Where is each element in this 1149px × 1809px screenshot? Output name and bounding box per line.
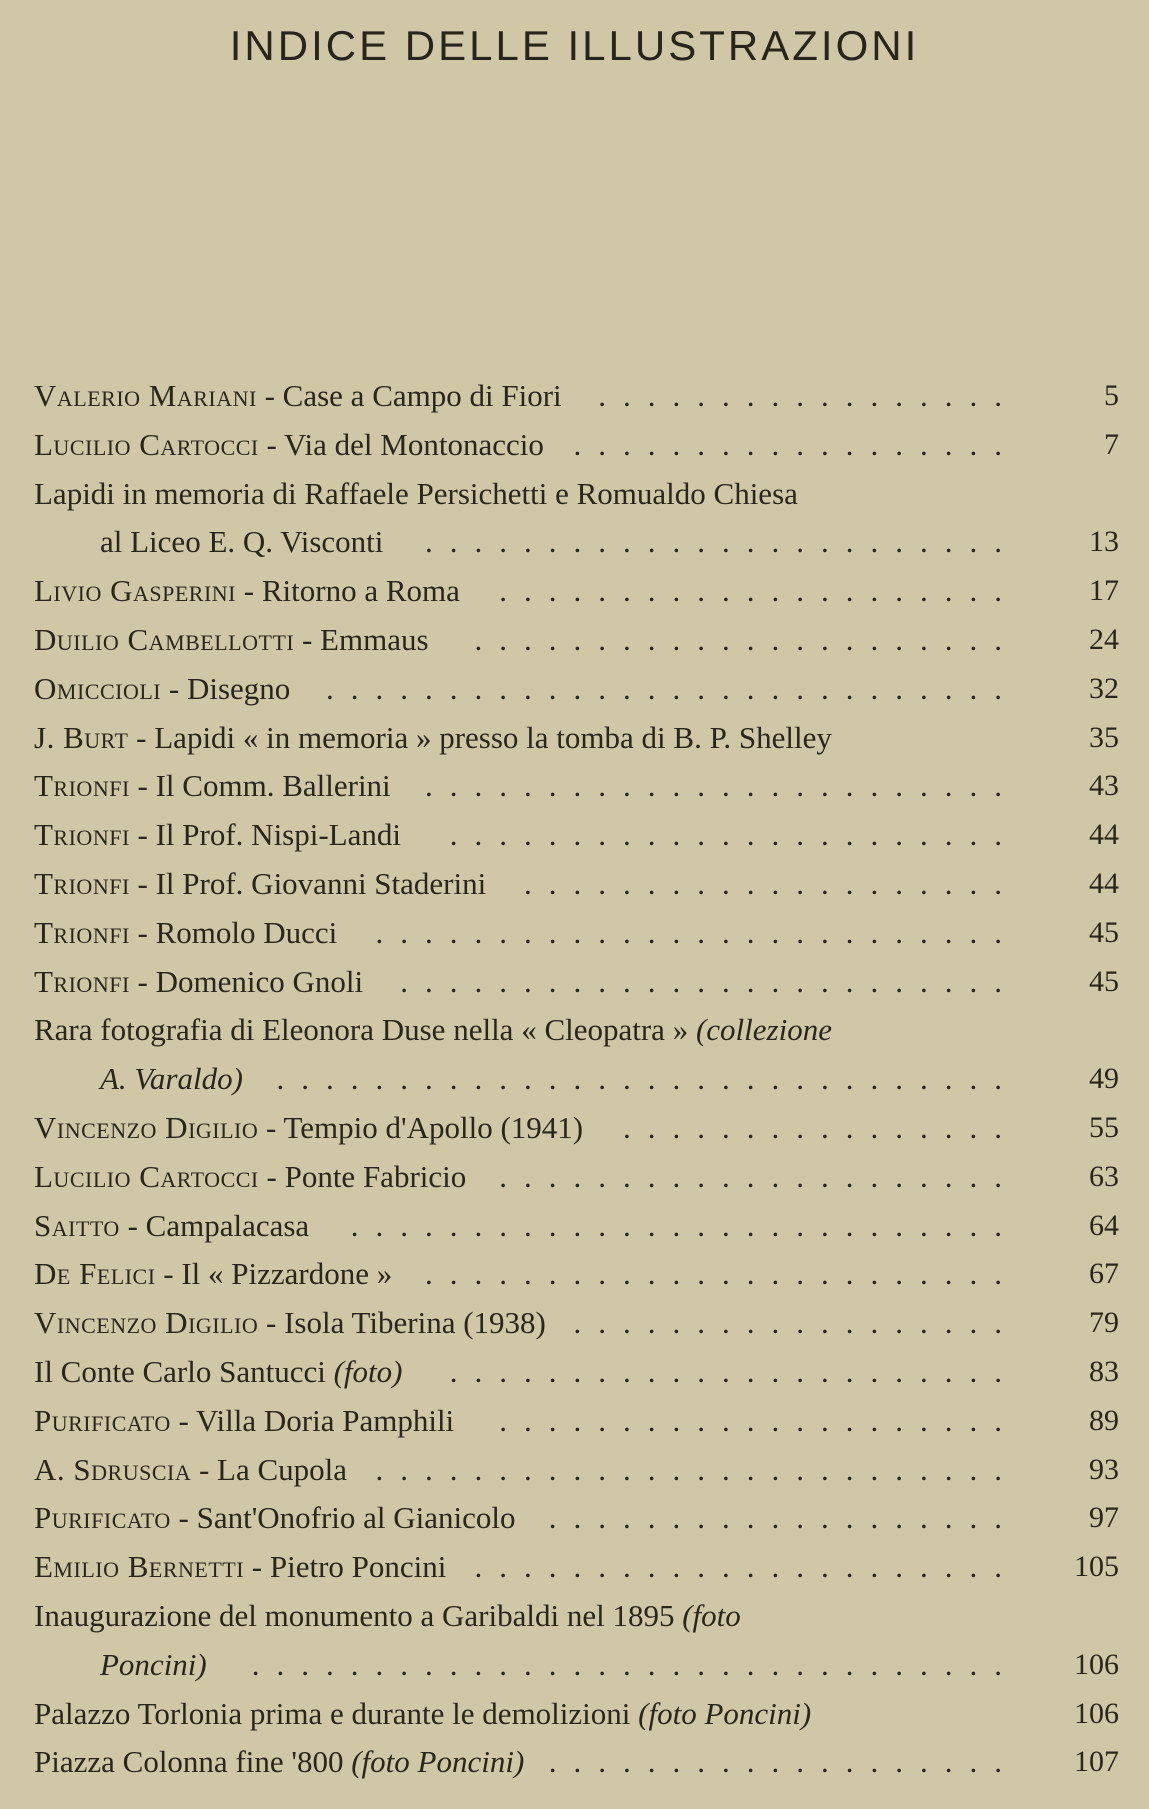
index-entry-continuation [0, 1641, 1149, 1690]
entry-author: A. Sdruscia [34, 1451, 192, 1487]
leader-dots: ........................ [425, 768, 1019, 804]
page-number: 93 [1089, 1452, 1119, 1486]
index-entry [0, 1348, 1149, 1397]
leader-dots: ..................... [499, 1402, 1019, 1438]
leader-dots: ....................... [449, 1353, 1019, 1389]
index-entry [0, 470, 1149, 519]
leader-dots: ...................... [474, 1549, 1019, 1585]
index-entry [0, 1397, 1149, 1446]
entry-title: Romolo Ducci [155, 914, 338, 950]
entry-title: Inaugurazione del monumento a Garibaldi nel 1895 [34, 1597, 675, 1633]
leader-dots: ..................... [499, 1158, 1019, 1194]
entry-note-continued: A. Varaldo) [100, 1061, 243, 1097]
entry-author: Livio Gasperini [34, 573, 237, 609]
page-number: 5 [1104, 379, 1119, 412]
entry-text: Trionfi - Romolo Ducci [34, 914, 338, 950]
entry-title: Rara fotografia di Eleonora Duse nella « Cleopatra » [34, 1012, 689, 1048]
entry-text: Trionfi - Il Prof. Nispi-Landi [34, 817, 401, 853]
leader-dots: .......................... [375, 1451, 1019, 1487]
leader-dots: .............................. [276, 1061, 1019, 1097]
entry-text: Trionfi - Domenico Gnoli [34, 963, 364, 999]
entry-text: Lucilio Cartocci - Via del Montonaccio [34, 426, 544, 462]
index-entry [0, 1104, 1149, 1153]
leader-dots: ........................ [425, 524, 1019, 560]
entry-author: Duilio Cambellotti [34, 621, 295, 657]
entry-text [34, 470, 798, 519]
entry-text: Saitto - Campalacasa [34, 1207, 310, 1243]
page-number: 105 [1074, 1550, 1119, 1584]
entry-title: Il « Pizzardone » [181, 1256, 393, 1292]
entry-author: De Felici [34, 1256, 156, 1292]
leader-dots: ................ [623, 1109, 1019, 1145]
index-entry [0, 909, 1149, 958]
entry-author: Emilio Bernetti [34, 1549, 245, 1585]
page-number: 49 [1089, 1062, 1119, 1096]
leader-dots: ................... [548, 1500, 1019, 1536]
page-number: 44 [1089, 866, 1119, 900]
index-entry [0, 1446, 1149, 1495]
index-entry [0, 1738, 1149, 1787]
entry-text [34, 1690, 811, 1739]
entry-text [34, 1592, 741, 1641]
index-entry [0, 860, 1149, 909]
entry-author: Valerio Mariani [34, 378, 257, 413]
entry-title: Il Conte Carlo Santucci [34, 1353, 326, 1389]
entry-title: Campalacasa [145, 1207, 310, 1243]
entry-title: Ritorno a Roma [261, 573, 460, 609]
leader-dots: .......................... [375, 914, 1019, 950]
entry-author: Lucilio Cartocci [34, 426, 259, 462]
page-number: 44 [1089, 818, 1119, 852]
entry-title: Il Comm. Ballerini [155, 768, 391, 804]
entry-note: (foto Poncini) [351, 1744, 525, 1780]
entry-text-continued [100, 1055, 243, 1104]
entry-title-continued: al Liceo E. Q. Visconti [100, 524, 384, 560]
entry-text: Vincenzo Digilio - Isola Tiberina (1938) [34, 1305, 546, 1341]
entry-author: J. Burt [34, 719, 129, 755]
page-number: 67 [1089, 1257, 1119, 1291]
leader-dots: ............................... [251, 1646, 1019, 1682]
page-number: 24 [1089, 622, 1119, 656]
entry-title: Pietro Poncini [269, 1549, 447, 1585]
leader-dots: ..................... [499, 573, 1019, 609]
entry-note: (foto) [333, 1353, 403, 1389]
entry-author: Lucilio Cartocci [34, 1158, 259, 1194]
leader-dots: ........................ [425, 1256, 1019, 1292]
page-number: 106 [1074, 1647, 1119, 1681]
index-entry [0, 421, 1149, 470]
entry-text [34, 1348, 402, 1397]
entry-author: Trionfi [34, 914, 130, 950]
leader-dots: ......................... [400, 963, 1019, 999]
entry-text: Omiccioli - Disegno [34, 670, 291, 706]
entry-title: Domenico Gnoli [155, 963, 364, 999]
entry-text-continued [100, 518, 383, 567]
illustrations-index [0, 372, 1149, 1787]
index-entry [0, 1494, 1149, 1543]
entry-text: Trionfi - Il Comm. Ballerini [34, 768, 391, 804]
entry-title: Villa Doria Pamphili [196, 1402, 455, 1438]
entry-text: J. Burt - Lapidi « in memoria » presso la tomba di B. P. Shelley [34, 719, 832, 755]
index-entry [0, 665, 1149, 714]
entry-title: Isola Tiberina (1938) [284, 1305, 546, 1341]
leader-dots: ............................ [326, 670, 1019, 706]
entry-text: Vincenzo Digilio - Tempio d'Apollo (1941) [34, 1109, 584, 1145]
entry-author: Trionfi [34, 817, 130, 853]
index-entry-continuation [0, 518, 1149, 567]
index-entry [0, 1250, 1149, 1299]
index-entry-continuation [0, 1055, 1149, 1104]
entry-note: (foto Poncini) [638, 1695, 812, 1731]
entry-title: Il Prof. Nispi-Landi [155, 817, 401, 853]
leader-dots: ...................... [474, 621, 1019, 657]
page-number: 17 [1089, 574, 1119, 608]
index-entry [0, 762, 1149, 811]
entry-title: Case a Campo di Fiori [282, 378, 562, 413]
entry-text: Livio Gasperini - Ritorno a Roma [34, 573, 460, 609]
index-entry [0, 616, 1149, 665]
entry-author: Trionfi [34, 865, 130, 901]
entry-title: Ponte Fabricio [284, 1158, 467, 1194]
page-number: 83 [1089, 1354, 1119, 1388]
index-entry [0, 958, 1149, 1007]
page-number: 43 [1089, 769, 1119, 803]
entry-note-continued: Poncini) [100, 1646, 207, 1682]
entry-text-continued [100, 1641, 207, 1690]
page-number: 55 [1089, 1110, 1119, 1144]
leader-dots: ................... [548, 1744, 1019, 1780]
entry-note: (collezione [695, 1012, 832, 1048]
page-number: 45 [1089, 915, 1119, 949]
entry-title: Disegno [186, 670, 291, 706]
leader-dots: ................. [598, 378, 1019, 413]
index-entry [0, 1690, 1149, 1739]
entry-title: Lapidi « in memoria » presso la tomba di B. P. Shelley [154, 719, 832, 755]
entry-title: Il Prof. Giovanni Staderini [155, 865, 487, 901]
page-number: 32 [1089, 671, 1119, 705]
index-entry [0, 1592, 1149, 1641]
leader-dots: .................. [573, 1305, 1019, 1341]
page-title: INDICE DELLE ILLUSTRAZIONI [229, 22, 920, 69]
page-number: 107 [1074, 1745, 1119, 1779]
entry-title: Sant'Onofrio al Gianicolo [196, 1500, 516, 1536]
page-number: 106 [1074, 1696, 1119, 1730]
index-entry [0, 1202, 1149, 1251]
leader-dots: ....................... [449, 817, 1019, 853]
entry-text: Purificato - Sant'Onofrio al Gianicolo [34, 1500, 516, 1536]
leader-dots: .................. [573, 426, 1019, 462]
entry-text [34, 1006, 832, 1055]
entry-text: Valerio Mariani - Case a Campo di Fiori [34, 378, 562, 413]
entry-text: Emilio Bernetti - Pietro Poncini [34, 1549, 447, 1585]
entry-text: Duilio Cambellotti - Emmaus [34, 621, 429, 657]
index-entry [0, 811, 1149, 860]
entry-author: Vincenzo Digilio [34, 1109, 259, 1145]
page-number: 63 [1089, 1159, 1119, 1193]
index-entry [0, 714, 1149, 763]
index-entry [0, 1006, 1149, 1055]
leader-dots: .................... [524, 865, 1019, 901]
entry-title: Palazzo Torlonia prima e durante le demolizioni [34, 1695, 631, 1731]
entry-title: Piazza Colonna fine '800 [34, 1744, 344, 1780]
entry-author: Saitto [34, 1207, 120, 1243]
index-entry [0, 567, 1149, 616]
page-number: 7 [1104, 427, 1119, 461]
entry-text: De Felici - Il « Pizzardone » [34, 1256, 393, 1292]
entry-author: Purificato [34, 1500, 171, 1536]
index-entry [0, 372, 1149, 421]
page-number: 79 [1089, 1306, 1119, 1340]
entry-author: Vincenzo Digilio [34, 1305, 259, 1341]
leader-dots: ........................... [350, 1207, 1019, 1243]
entry-text: Purificato - Villa Doria Pamphili [34, 1402, 455, 1438]
page-number: 64 [1089, 1208, 1119, 1242]
entry-text [34, 1738, 524, 1787]
index-entry [0, 1299, 1149, 1348]
entry-title: La Cupola [217, 1451, 348, 1487]
entry-author: Omiccioli [34, 670, 162, 706]
index-entry [0, 1153, 1149, 1202]
entry-author: Purificato [34, 1402, 171, 1438]
entry-title: Via del Montonaccio [284, 426, 544, 462]
entry-author: Trionfi [34, 963, 130, 999]
page-number: 97 [1089, 1501, 1119, 1535]
entry-text: Trionfi - Il Prof. Giovanni Staderini [34, 865, 487, 901]
entry-author: Trionfi [34, 768, 130, 804]
entry-text: Lucilio Cartocci - Ponte Fabricio [34, 1158, 467, 1194]
entry-note: (foto [682, 1597, 741, 1633]
entry-title: Emmaus [320, 621, 429, 657]
page-number: 35 [1089, 720, 1119, 754]
entry-text: A. Sdruscia - La Cupola [34, 1451, 348, 1487]
entry-title: Tempio d'Apollo (1941) [283, 1109, 584, 1145]
entry-title: Lapidi in memoria di Raffaele Persichetti e Romualdo Chiesa [34, 475, 798, 511]
page-number: 89 [1089, 1403, 1119, 1437]
index-entry [0, 1543, 1149, 1592]
page-number: 13 [1089, 525, 1119, 559]
page-number: 45 [1089, 964, 1119, 998]
